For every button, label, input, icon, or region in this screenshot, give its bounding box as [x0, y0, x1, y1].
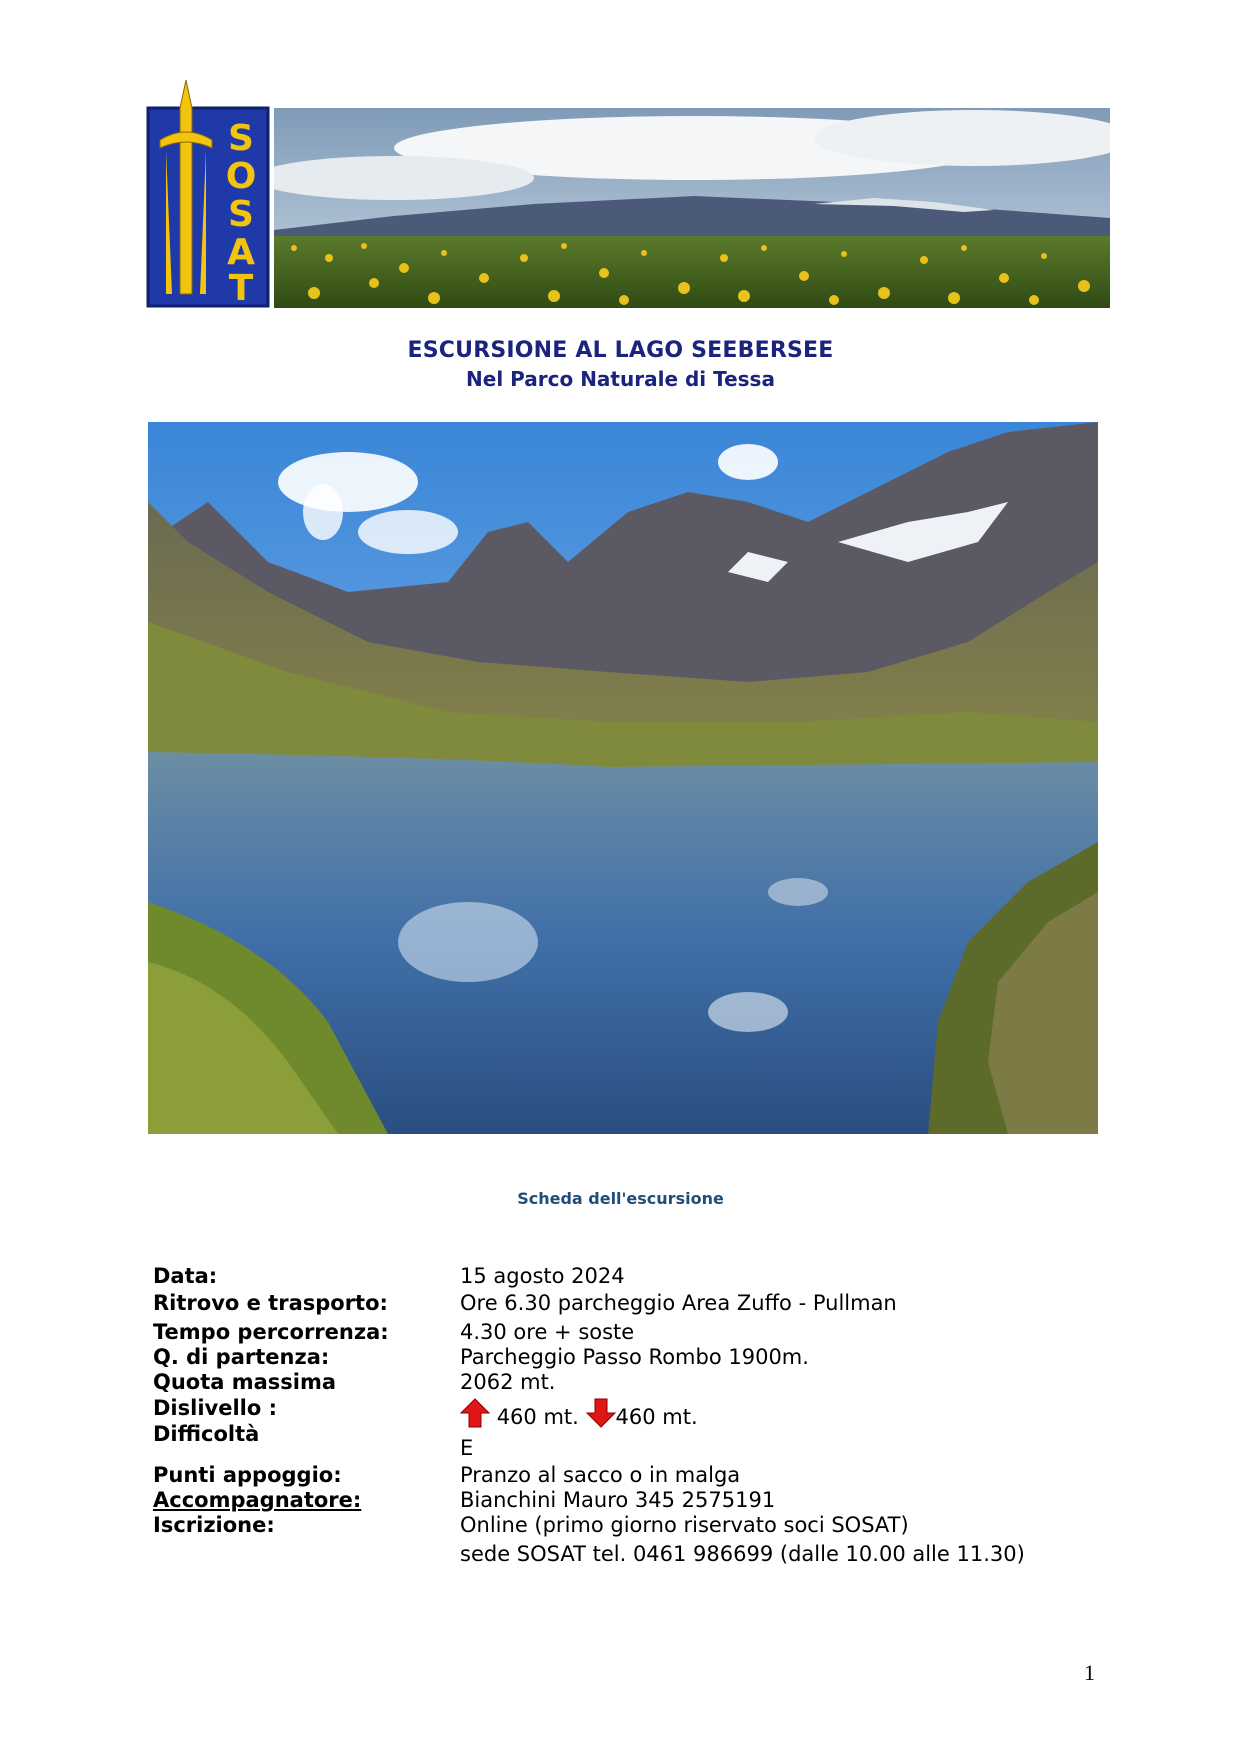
partenza-label: Q. di partenza: — [153, 1345, 330, 1369]
section-heading: Scheda dell'escursione — [517, 1189, 724, 1208]
lake-photo — [148, 422, 1098, 1134]
accompagnatore-value: Bianchini Mauro 345 2575191 — [460, 1488, 776, 1512]
tempo-value: 4.30 ore + soste — [460, 1320, 635, 1344]
dislivello-up: 460 mt. — [496, 1405, 579, 1429]
data-label: Data: — [153, 1264, 218, 1288]
svg-text:O: O — [225, 156, 257, 197]
dislivello-down: 460 mt. — [615, 1405, 698, 1429]
ritrovo-label: Ritrovo e trasporto: — [153, 1291, 388, 1315]
punti-label: Punti appoggio: — [153, 1463, 342, 1487]
dislivello-value — [460, 1398, 698, 1433]
tempo-label: Tempo percorrenza: — [153, 1320, 389, 1344]
iscrizione-value-online: Online (primo giorno riservato soci SOSAT) — [460, 1513, 909, 1537]
page-number: 1 — [1084, 1660, 1095, 1685]
quota-value: 2062 mt. — [460, 1370, 556, 1394]
data-value: 15 agosto 2024 — [460, 1264, 625, 1288]
arrow-up-icon — [460, 1398, 490, 1433]
dislivello-label: Dislivello : — [153, 1396, 277, 1420]
svg-text:T: T — [228, 268, 254, 308]
page-title: ESCURSIONE AL LAGO SEEBERSEE — [407, 338, 834, 363]
arrow-down-icon — [586, 1398, 616, 1433]
header-banner-image — [274, 108, 1110, 308]
iscrizione-label: Iscrizione: — [153, 1513, 275, 1537]
difficolta-value: E — [460, 1436, 474, 1460]
svg-text:S: S — [228, 118, 254, 159]
svg-text:A: A — [227, 232, 255, 273]
quota-label: Quota massima — [153, 1370, 337, 1394]
partenza-value: Parcheggio Passo Rombo 1900m. — [460, 1345, 809, 1369]
page-subtitle: Nel Parco Naturale di Tessa — [466, 367, 775, 391]
punti-value: Pranzo al sacco o in malga — [460, 1463, 741, 1487]
svg-text:S: S — [228, 194, 254, 235]
sosat-logo — [146, 80, 270, 308]
accompagnatore-label: Accompagnatore: — [153, 1488, 362, 1512]
difficolta-label: Difficoltà — [153, 1422, 260, 1446]
iscrizione-value-sede: sede SOSAT tel. 0461 986699 (dalle 10.00 alle 11.30) — [460, 1542, 1025, 1566]
ritrovo-value: Ore 6.30 parcheggio Area Zuffo - Pullman — [460, 1291, 897, 1315]
